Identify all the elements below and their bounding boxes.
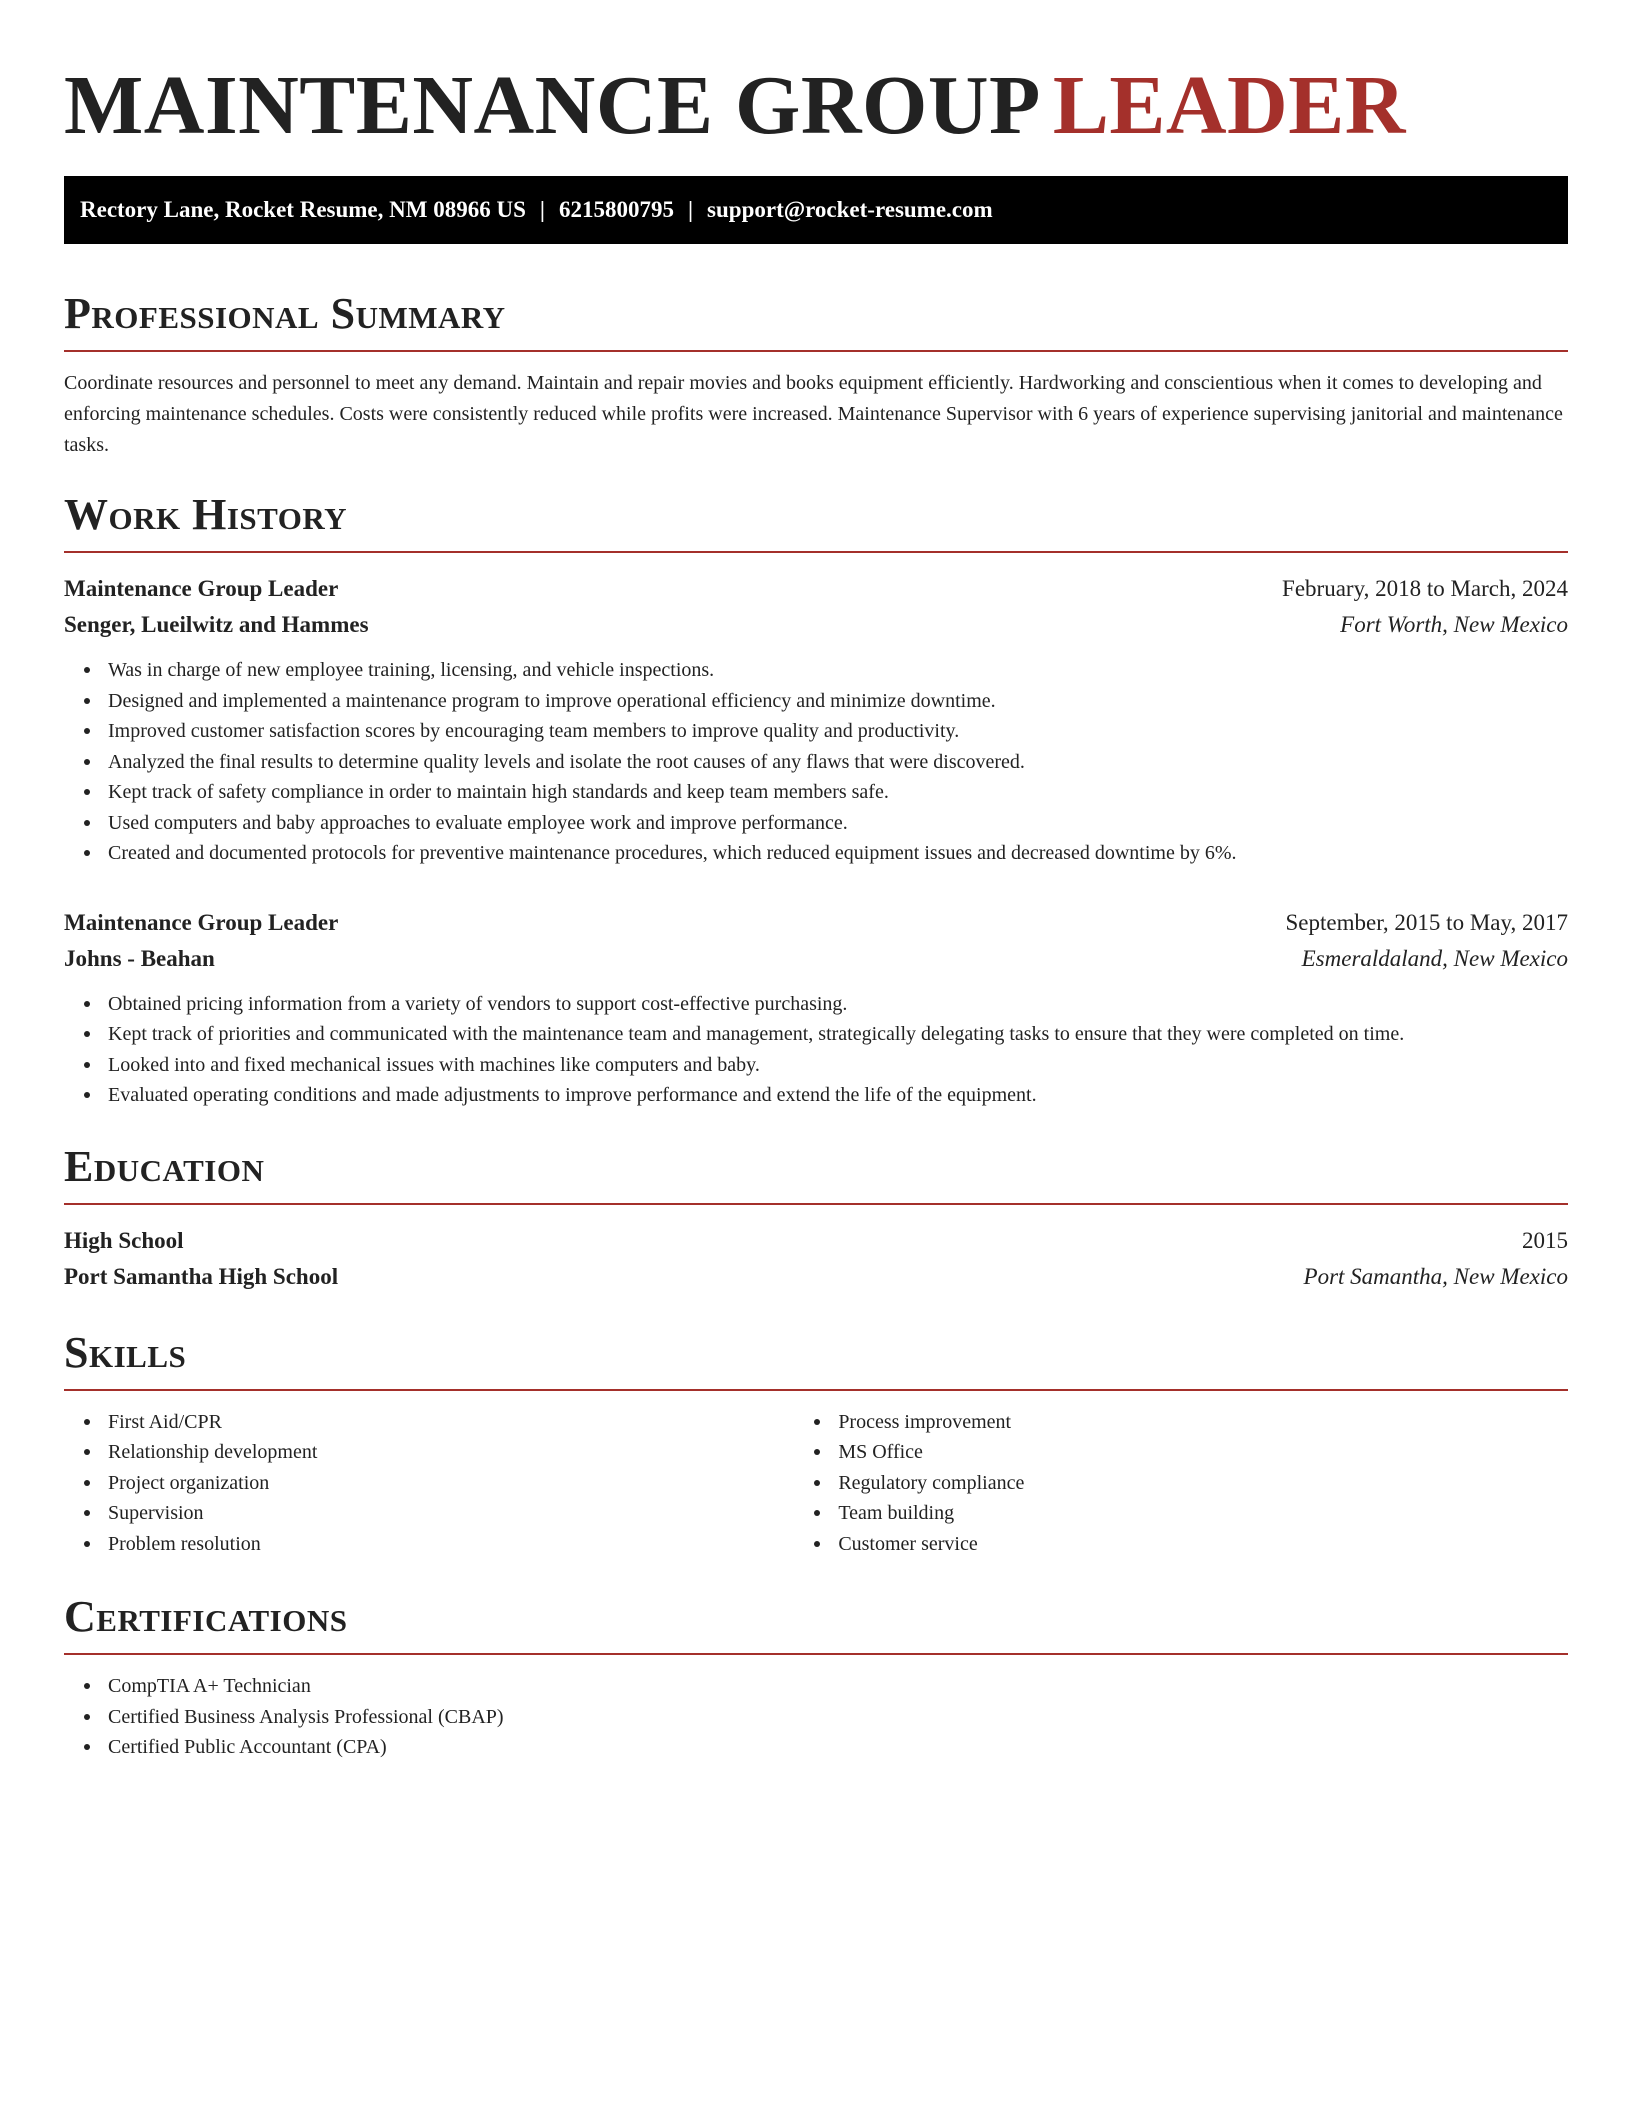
section-heading-certifications: Certifications [64,1592,348,1641]
job-bullet: Looked into and fixed mechanical issues with machines like computers and baby. [108,1050,1568,1081]
work-history-section [64,489,1568,1111]
resume-page [64,0,1568,1763]
skills-section [64,1327,1568,1560]
skill-item: Team building [838,1498,1568,1529]
job-header-row [64,905,1568,941]
job-entry [64,905,1568,1111]
title-accent-part: LEADER [1052,59,1406,152]
certification-item: Certified Business Analysis Professional (CBAP) [108,1702,1568,1733]
job-dates: February, 2018 to March, 2024 [1282,576,1568,601]
education-year: 2015 [1522,1227,1568,1253]
job-bullet: Kept track of safety compliance in order to maintain high standards and keep team members safe. [108,777,1568,808]
job-bullet: Evaluated operating conditions and made adjustments to improve performance and extend the life of the equipment. [108,1080,1568,1111]
job-location: Fort Worth, New Mexico [1340,612,1568,637]
skill-item: Project organization [108,1468,794,1499]
job-entry [64,571,1568,869]
education-location: Port Samantha, New Mexico [1303,1263,1568,1289]
job-bullet: Was in charge of new employee training, licensing, and vehicle inspections. [108,655,1568,686]
section-heading-work-history: Work History [64,490,348,539]
resume-title [64,0,1568,156]
job-bullet: Kept track of priorities and communicated with the maintenance team and management, strategically delegating tasks to ensure that they were completed on time. [108,1019,1568,1050]
job-company: Johns - Beahan [64,945,215,971]
job-bullet: Analyzed the final results to determine quality levels and isolate the root causes of any flaws that were discovered. [108,747,1568,778]
contact-email: support@rocket-resume.com [707,197,993,222]
job-bullet: Used computers and baby approaches to evaluate employee work and improve performance. [108,808,1568,839]
job-bullet: Improved customer satisfaction scores by encouraging team members to improve quality and productivity. [108,716,1568,747]
contact-separator: | [539,197,545,222]
section-divider [64,1653,1568,1655]
job-header-row [64,571,1568,607]
certifications-section [64,1591,1568,1763]
job-bullet: Created and documented protocols for preventive maintenance procedures, which reduced equipment issues and decreased downtime by 6%. [108,838,1568,869]
skills-left-column [64,1407,794,1560]
education-section [64,1141,1568,1295]
summary-section [64,288,1568,461]
skills-right-column [794,1407,1568,1560]
skill-item: MS Office [838,1437,1568,1468]
certification-item: Certified Public Accountant (CPA) [108,1732,1568,1763]
skill-item: Process improvement [838,1407,1568,1438]
skill-item: Relationship development [108,1437,794,1468]
job-company-row [64,607,1568,643]
job-location: Esmeraldaland, New Mexico [1301,945,1568,971]
contact-separator: | [687,197,694,222]
summary-text: Coordinate resources and personnel to meet any demand. Maintain and repair movies and books equipment efficiently. Hardworking and conscientious when it comes to developing and enforcing maintenance schedules. Costs were consistently reduced while profits were increased. Maintenance Supervisor with 6 years of experience supervising janitorial and maintenance tasks. [64,372,1563,456]
job-bullet: Designed and implemented a maintenance program to improve operational efficiency and minimize downtime. [108,686,1568,717]
education-school-row [64,1259,1568,1295]
education-degree: High School [64,1227,184,1253]
contact-address: Rectory Lane, Rocket Resume, NM 08966 US [80,197,526,222]
job-dates: September, 2015 to May, 2017 [1285,909,1568,935]
certification-item: CompTIA A+ Technician [108,1671,1568,1702]
certifications-list [64,1671,1568,1763]
job-bullets [64,989,1568,1111]
skills-columns [64,1407,1568,1560]
skill-item: Supervision [108,1498,794,1529]
section-divider [64,1389,1568,1391]
section-heading-education: Education [64,1141,265,1191]
contact-bar [64,176,1568,244]
job-company: Senger, Lueilwitz and Hammes [64,612,369,637]
job-bullet: Obtained pricing information from a variety of vendors to support cost-effective purchasing. [108,989,1568,1020]
skill-item: Regulatory compliance [838,1468,1568,1499]
contact-phone: 6215800795 [558,197,674,222]
education-school: Port Samantha High School [64,1263,339,1289]
education-degree-row [64,1223,1568,1259]
skill-item: First Aid/CPR [108,1407,794,1438]
job-bullets [64,655,1568,869]
skill-item: Problem resolution [108,1529,794,1560]
education-entry [64,1223,1568,1295]
title-first-part: MAINTENANCE GROUP [64,59,1041,152]
section-divider [64,1203,1568,1205]
section-divider [64,350,1568,352]
skill-item: Customer service [838,1529,1568,1560]
job-title: Maintenance Group Leader [64,909,339,935]
section-heading-summary: Professional Summary [64,289,506,338]
job-title: Maintenance Group Leader [64,576,339,601]
section-divider [64,551,1568,553]
job-company-row [64,941,1568,977]
section-heading-skills: Skills [64,1327,187,1377]
